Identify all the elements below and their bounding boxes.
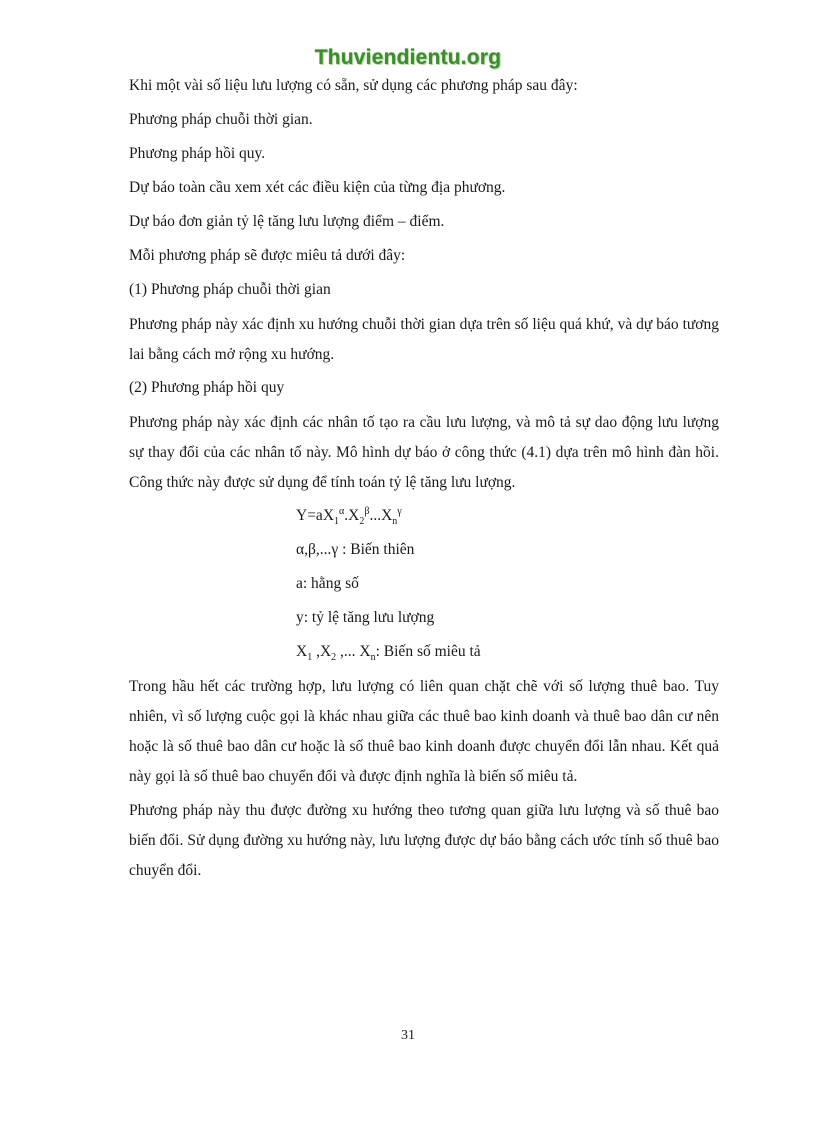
page-number: 31 [401, 1028, 415, 1043]
method-global-forecast: Dự báo toàn cầu xem xét các điều kiện của từng địa phương. [129, 179, 506, 196]
method-point-to-point: Dự báo đơn giản tỷ lệ tăng lưu lượng điểm – điểm. [129, 213, 445, 230]
section-1-heading: (1) Phương pháp chuỗi thời gian [129, 281, 331, 298]
definition-greek: α,β,...γ : Biến thiên [296, 541, 415, 558]
elasticity-formula: $Y=aX_1^\alpha.X_2^\beta...X_n^\gamma$ [296, 505, 402, 528]
site-watermark: Thuviendientu.org [314, 46, 502, 69]
definition-y: y: tỷ lệ tăng lưu lượng [296, 609, 435, 626]
document-body [129, 72, 719, 890]
definition-x: $X_1$ $,X_2$ ,... $X_n$: Biến số miêu tả [296, 643, 481, 664]
section-2-text: Phương pháp này xác định các nhân tố tạo ra cầu lưu lượng, và mô tả sự dao động lưu lượng sự thay đổi của các nhân tố này. Mô hình dự báo ở công thức (4.1) dựa trên mô hình đàn hồi. Công thức này được sử dụng để tính toán tỷ lệ tăng lưu lượng. [129, 414, 719, 491]
section-2-heading: (2) Phương pháp hồi quy [129, 379, 285, 396]
method-regression: Phương pháp hồi quy. [129, 145, 266, 162]
methods-lead: Mỗi phương pháp sẽ được miêu tả dưới đây: [129, 247, 406, 264]
subscribers-paragraph: Trong hầu hết các trường hợp, lưu lượng có liên quan chặt chẽ với số lượng thuê bao. Tuy nhiên, vì số lượng cuộc gọi là khác nhau giữa các thuê bao kinh doanh và thuê bao dân cư nên hoặc là số thuê bao dân cư hoặc là số thuê bao kinh doanh được chuyển đổi lẫn nhau. Kết quả này gọi là số thuê bao chuyển đổi và được định nghĩa là biến số miêu tả. [129, 678, 719, 785]
section-1-text: Phương pháp này xác định xu hướng chuỗi thời gian dựa trên số liệu quá khứ, và dự báo tương lai bằng cách mở rộng xu hướng. [129, 316, 719, 363]
intro-text: Khi một vài số liệu lưu lượng có sẵn, sử dụng các phương pháp sau đây: [129, 77, 578, 94]
trend-paragraph: Phương pháp này thu được đường xu hướng theo tương quan giữa lưu lượng và số thuê bao biến đổi. Sử dụng đường xu hướng này, lưu lượng được dự báo bằng cách ước tính số thuê bao chuyển đổi. [129, 802, 719, 879]
definition-a: a: hằng số [296, 575, 359, 592]
method-time-series: Phương pháp chuỗi thời gian. [129, 111, 313, 128]
formula-block [296, 502, 719, 672]
